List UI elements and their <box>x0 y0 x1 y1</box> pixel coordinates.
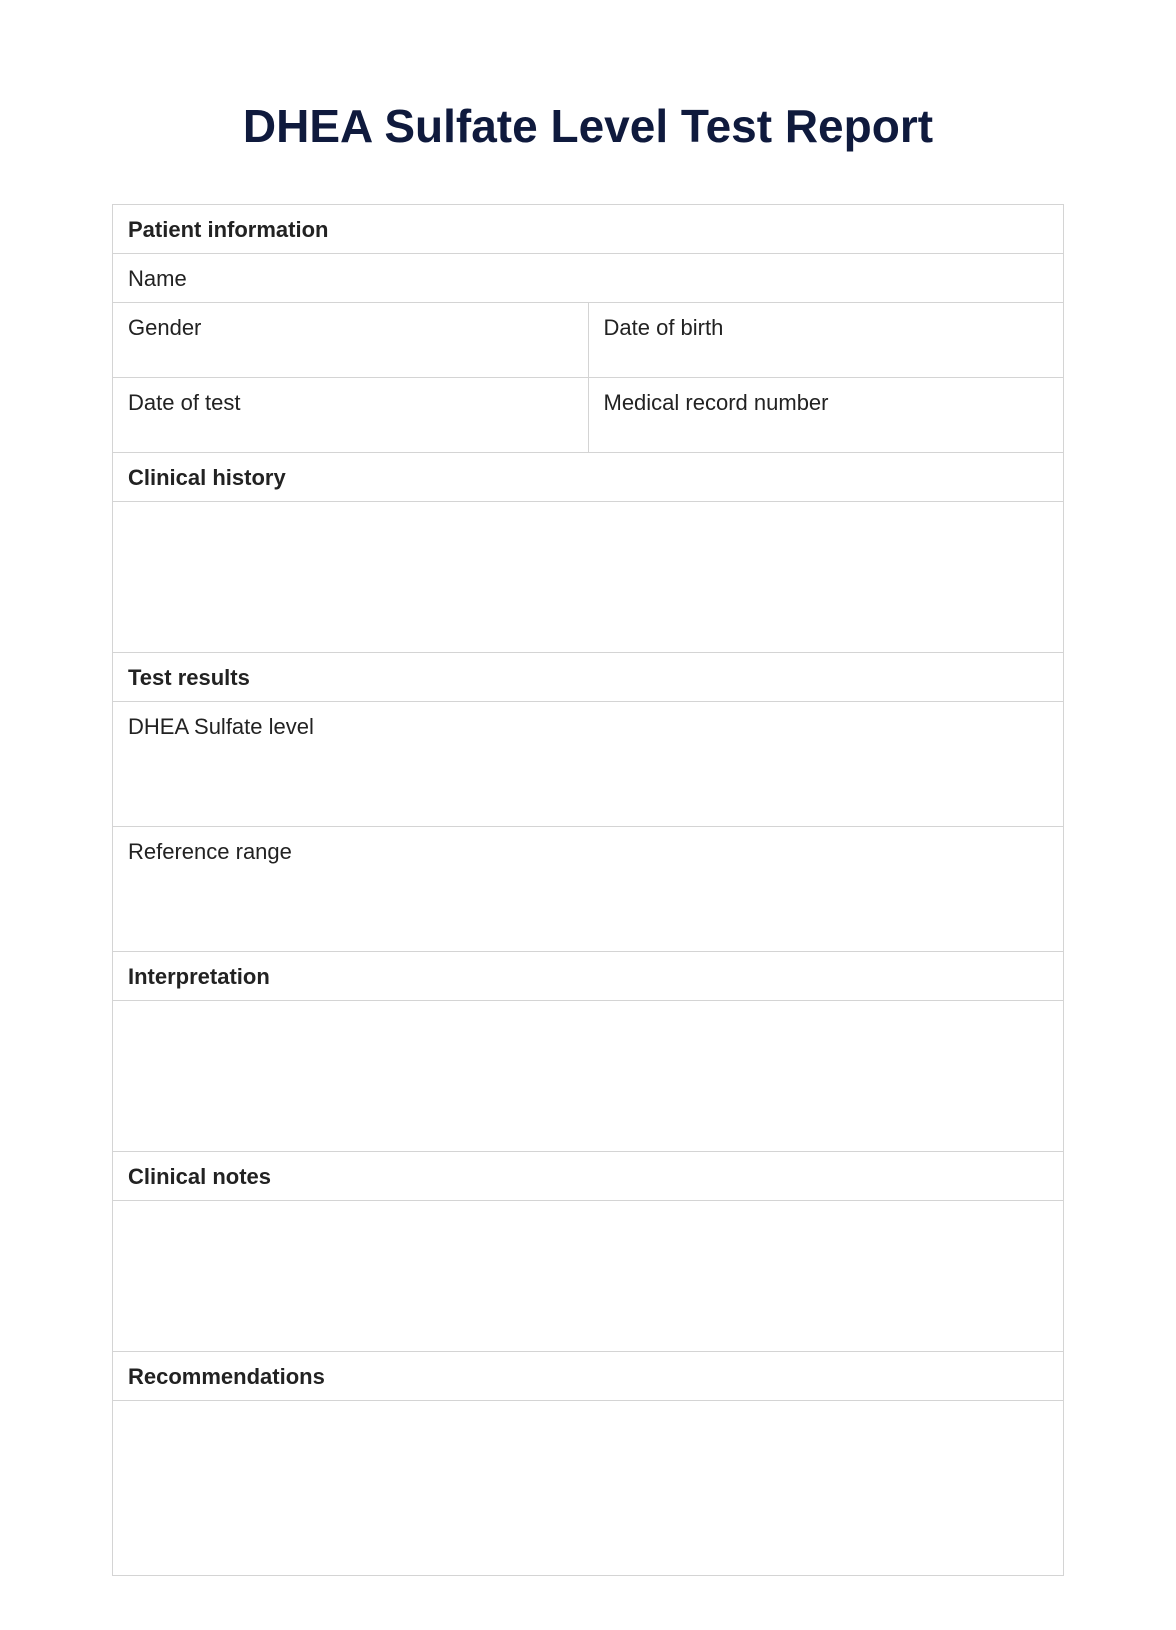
gender-dob-row <box>113 303 1063 378</box>
section-header-clinical-history <box>113 453 1063 502</box>
reference-range-label: Reference range <box>128 839 292 864</box>
clinical-history-field[interactable] <box>113 502 1063 653</box>
section-header-interpretation <box>113 952 1063 1001</box>
name-field[interactable] <box>113 254 1063 303</box>
section-header-test-results <box>113 653 1063 702</box>
section-label: Test results <box>128 665 250 690</box>
recommendations-field[interactable] <box>113 1401 1063 1575</box>
recommendations-entry-area[interactable] <box>113 1401 1063 1575</box>
test-date-mrn-row <box>113 378 1063 453</box>
section-label: Recommendations <box>128 1364 325 1389</box>
name-label: Name <box>128 266 187 291</box>
section-header-clinical-notes <box>113 1152 1063 1201</box>
clinical-history-entry-area[interactable] <box>113 502 1063 652</box>
interpretation-entry-area[interactable] <box>113 1001 1063 1151</box>
report-form <box>112 204 1064 1576</box>
dhea-sulfate-level-label: DHEA Sulfate level <box>128 714 314 739</box>
section-label: Clinical history <box>128 465 286 490</box>
clinical-notes-field[interactable] <box>113 1201 1063 1352</box>
section-label: Clinical notes <box>128 1164 272 1189</box>
date-of-birth-field[interactable]: Date of birth <box>588 303 1064 377</box>
interpretation-field[interactable] <box>113 1001 1063 1152</box>
gender-field[interactable]: Gender <box>128 315 202 340</box>
dhea-sulfate-level-field[interactable] <box>113 702 1063 827</box>
section-label: Patient information <box>128 217 329 242</box>
reference-range-field[interactable] <box>113 827 1063 952</box>
section-label: Interpretation <box>128 964 270 989</box>
page-title: DHEA Sulfate Level Test Report <box>242 100 934 152</box>
section-header-patient-information <box>113 205 1063 254</box>
medical-record-number-field[interactable]: Medical record number <box>588 378 1064 452</box>
clinical-notes-entry-area[interactable] <box>113 1201 1063 1351</box>
section-header-recommendations <box>113 1352 1063 1401</box>
date-of-test-field[interactable]: Date of test <box>128 390 241 415</box>
